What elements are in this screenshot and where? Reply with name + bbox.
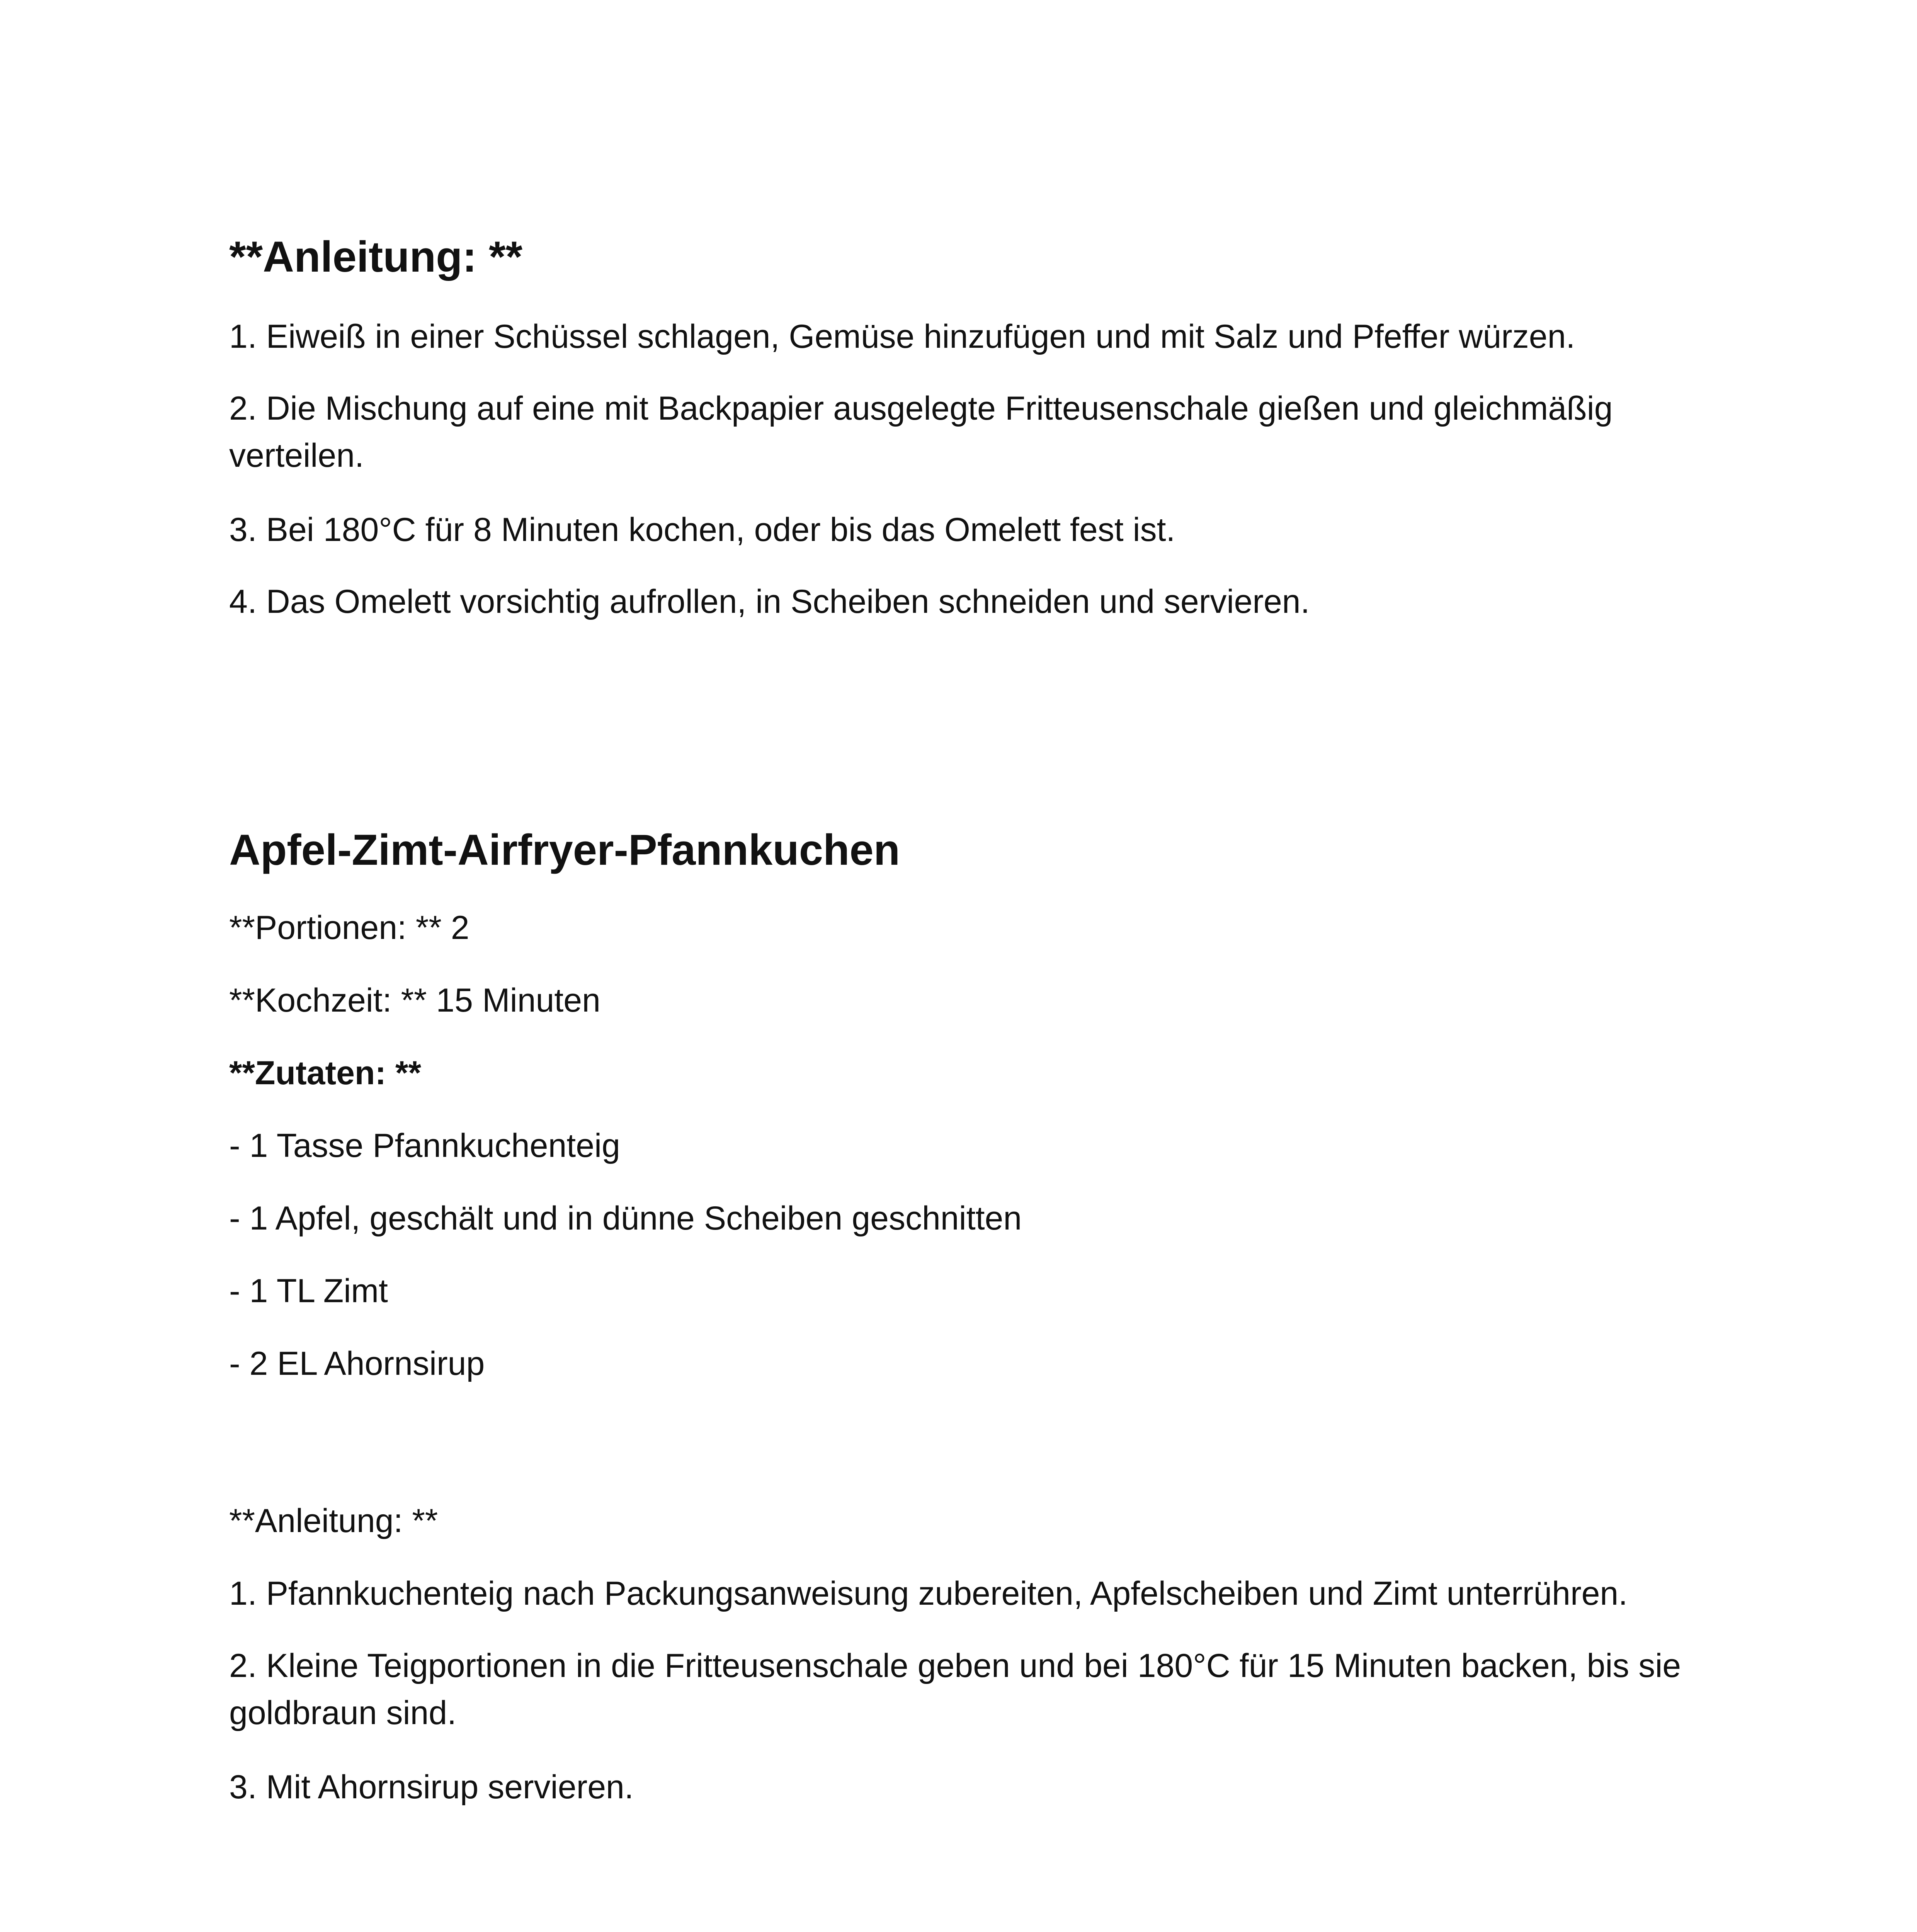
recipe-title: Apfel-Zimt-Airfryer-Pfannkuchen [229,826,900,874]
recipe-step-3: 3. Mit Ahornsirup servieren. [229,1769,634,1806]
instructions-heading: **Anleitung: ** [229,233,523,281]
instruction-step-2: 2. Die Mischung auf eine mit Backpapier ausgelegte Fritteusenschale gießen und gleichmäßig verteilen. [229,390,1613,474]
ingredient-item-4: - 2 EL Ahornsirup [229,1345,485,1382]
recipe-step-1: 1. Pfannkuchenteig nach Packungsanweisung zubereiten, Apfelscheiben und Zimt unterrühren. [229,1575,1628,1612]
ingredient-item-1: - 1 Tasse Pfannkuchenteig [229,1127,620,1164]
ingredient-item-3: - 1 TL Zimt [229,1272,388,1310]
ingredient-item-2: - 1 Apfel, geschält und in dünne Scheiben geschnitten [229,1200,1022,1237]
ingredients-heading: **Zutaten: ** [229,1054,421,1092]
instruction-step-4: 4. Das Omelett vorsichtig aufrollen, in Scheiben schneiden und servieren. [229,583,1310,620]
instruction-step-3: 3. Bei 180°C für 8 Minuten kochen, oder bis das Omelett fest ist. [229,511,1175,548]
recipe-instructions-heading: **Anleitung: ** [229,1502,438,1539]
recipe-step-2: 2. Kleine Teigportionen in die Fritteusenschale geben und bei 180°C für 15 Minuten backen, bis sie goldbraun sind. [229,1647,1681,1731]
instruction-step-1: 1. Eiweiß in einer Schüssel schlagen, Gemüse hinzufügen und mit Salz und Pfeffer würzen. [229,318,1575,355]
recipe-cooking-time: **Kochzeit: ** 15 Minuten [229,982,600,1019]
recipe-portions: **Portionen: ** 2 [229,909,469,946]
